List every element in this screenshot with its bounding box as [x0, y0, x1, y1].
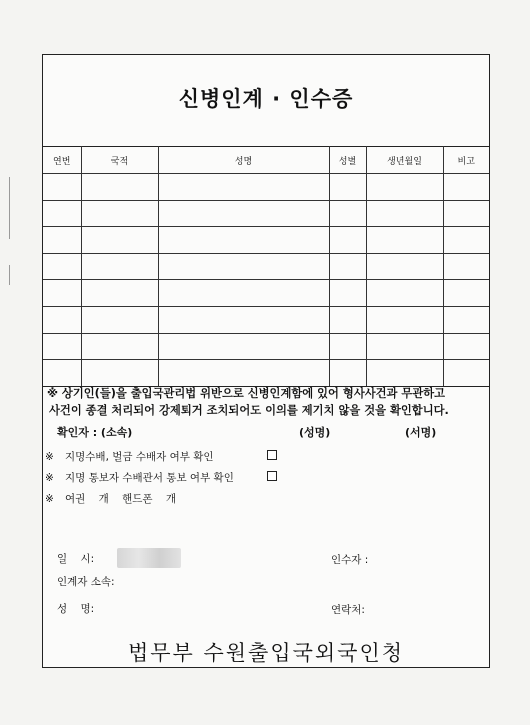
- check-label: 지명 통보자 수배관서 통보 여부 확인: [65, 472, 234, 484]
- table-cell[interactable]: [366, 227, 443, 254]
- table-cell[interactable]: [81, 333, 158, 360]
- table-cell[interactable]: [81, 227, 158, 254]
- table-cell[interactable]: [443, 253, 489, 280]
- table-cell[interactable]: [366, 360, 443, 387]
- table-cell[interactable]: [329, 360, 366, 387]
- table-cell[interactable]: [443, 333, 489, 360]
- col-header-name: 성명: [158, 147, 329, 174]
- table-cell[interactable]: [158, 174, 329, 201]
- table-cell[interactable]: [329, 174, 366, 201]
- redacted-date: [117, 548, 181, 568]
- scan-edge-mark: [9, 265, 10, 285]
- table-cell[interactable]: [329, 200, 366, 227]
- table-cell[interactable]: [81, 306, 158, 333]
- col-header-sex: 성별: [329, 147, 366, 174]
- table-cell[interactable]: [443, 227, 489, 254]
- table-cell[interactable]: [329, 280, 366, 307]
- table-row: [43, 280, 489, 307]
- contact-label: 연락처:: [331, 604, 365, 616]
- check-label: 지명수배, 벌금 수배자 여부 확인: [65, 451, 214, 463]
- table-cell[interactable]: [43, 306, 81, 333]
- table-cell[interactable]: [81, 174, 158, 201]
- table-row: [43, 333, 489, 360]
- name-label: 성 명:: [57, 603, 95, 615]
- table-row: [43, 174, 489, 201]
- col-header-nationality: 국적: [81, 147, 158, 174]
- table-cell[interactable]: [329, 227, 366, 254]
- check-row-notified: [45, 470, 234, 485]
- table-cell[interactable]: [43, 200, 81, 227]
- confirm-signature-label: (서명): [405, 426, 437, 439]
- date-label: 일 시:: [57, 553, 95, 565]
- table-cell[interactable]: [81, 280, 158, 307]
- table-row: [43, 360, 489, 387]
- table-cell[interactable]: [43, 227, 81, 254]
- table-header-row: [43, 147, 489, 174]
- table-cell[interactable]: [366, 333, 443, 360]
- reference-mark-icon: ※: [45, 472, 54, 484]
- table-cell[interactable]: [158, 280, 329, 307]
- table-cell[interactable]: [158, 200, 329, 227]
- table-cell[interactable]: [158, 333, 329, 360]
- checkbox[interactable]: [267, 471, 277, 481]
- table-cell[interactable]: [43, 280, 81, 307]
- transferor-label: 인계자 소속:: [57, 576, 115, 588]
- table-cell[interactable]: [158, 306, 329, 333]
- table-cell[interactable]: [443, 306, 489, 333]
- table-cell[interactable]: [158, 227, 329, 254]
- notice-line: 사건이 종결 처리되어 강제퇴거 조치되어도 이의를 제기치 않을 것을 확인합니다.: [49, 404, 449, 417]
- reference-mark-icon: ※: [45, 493, 54, 505]
- table-cell[interactable]: [366, 306, 443, 333]
- table-cell[interactable]: [443, 200, 489, 227]
- notice-text: [47, 385, 487, 419]
- table-cell[interactable]: [366, 174, 443, 201]
- table-cell[interactable]: [329, 333, 366, 360]
- col-header-no: 연번: [43, 147, 81, 174]
- table-cell[interactable]: [366, 200, 443, 227]
- receiver-label: 인수자 :: [331, 554, 369, 566]
- table-cell[interactable]: [366, 253, 443, 280]
- col-header-birthdate: 생년월일: [366, 147, 443, 174]
- table-cell[interactable]: [43, 360, 81, 387]
- table-cell[interactable]: [366, 280, 443, 307]
- table-cell[interactable]: [443, 174, 489, 201]
- table-cell[interactable]: [329, 253, 366, 280]
- form-title: 신병인계 · 인수증: [178, 87, 354, 111]
- reference-mark-icon: ※: [45, 451, 54, 463]
- person-table: [43, 146, 489, 387]
- table-cell[interactable]: [329, 306, 366, 333]
- table-cell[interactable]: [43, 333, 81, 360]
- confirm-name-label: (성명): [299, 426, 331, 439]
- table-cell[interactable]: [158, 360, 329, 387]
- confirm-label: 확인자 : (소속): [57, 426, 133, 439]
- check-row-items: [45, 491, 176, 506]
- table-row: [43, 200, 489, 227]
- table-row: [43, 306, 489, 333]
- table-cell[interactable]: [81, 253, 158, 280]
- table-cell[interactable]: [81, 360, 158, 387]
- table-cell[interactable]: [81, 200, 158, 227]
- table-cell[interactable]: [43, 174, 81, 201]
- table-cell[interactable]: [158, 253, 329, 280]
- check-row-wanted: [45, 449, 214, 464]
- col-header-remarks: 비고: [443, 147, 489, 174]
- scan-edge-mark: [9, 177, 10, 239]
- table-row: [43, 253, 489, 280]
- table-cell[interactable]: [443, 280, 489, 307]
- table-row: [43, 227, 489, 254]
- checkbox[interactable]: [267, 450, 277, 460]
- check-label: 여권 개 핸드폰 개: [65, 493, 177, 505]
- handover-form: [42, 54, 490, 668]
- table-cell[interactable]: [43, 253, 81, 280]
- table-cell[interactable]: [443, 360, 489, 387]
- notice-line: ※ 상기인(들)을 출입국관리법 위반으로 신병인계함에 있어 형사사건과 무관하고: [47, 387, 446, 400]
- issuer-footer: 법무부 수원출입국외국인청: [127, 641, 405, 665]
